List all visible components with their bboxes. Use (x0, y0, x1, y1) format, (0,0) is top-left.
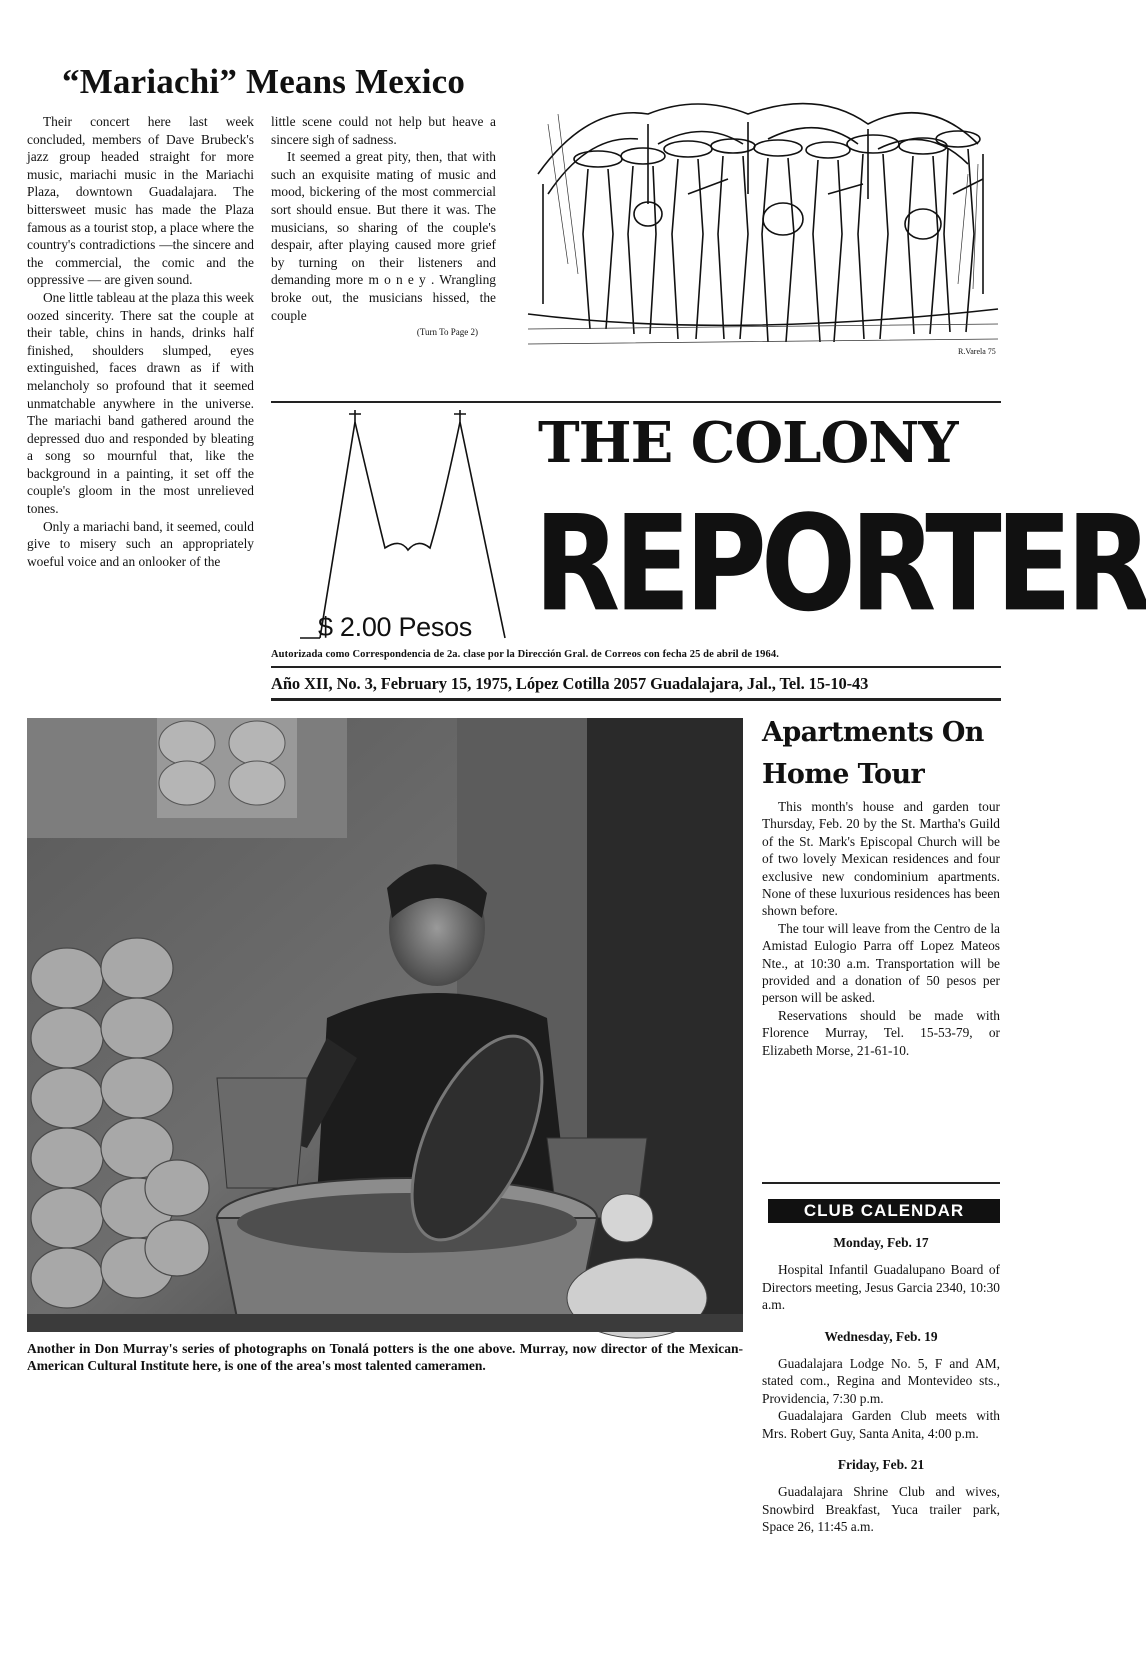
article-paragraph: Their concert here last week concluded, members of Dave Brubeck's jazz group headed straight for more music, mariachi music in the Mariachi Plaza, downtown Guadalajara. The bittersweet music has made the Plaza famous as a tourist stop, a place where the country's contradictions —the sincere and the commercial, the comic and the oppressive — are given sound. (27, 114, 254, 288)
cathedral-spires-logo (300, 408, 550, 638)
potter-photograph (27, 718, 743, 1332)
issue-dateline: Año XII, No. 3, February 15, 1975, López Cotilla 2057 Guadalajara, Jal., Tel. 15-10-43 (271, 674, 869, 693)
calendar-rule (762, 1182, 1000, 1184)
calendar-day-heading: Friday, Feb. 21 (837, 1457, 925, 1473)
article-paragraph: The tour will leave from the Centro de la Amistad Eulogio Parra off Lopez Mateos Nte., at 10:30 a.m. Transportation will be provided and a donation of 50 pesos per person will be asked. (762, 920, 1000, 1006)
masthead-rule (271, 666, 1001, 668)
masthead-rule (271, 401, 1001, 403)
calendar-entry: Hospital Infantil Guadalupano Board of Directors meeting, Jesus Garcia 2340, 10:30 a.m. (762, 1262, 1000, 1313)
article-paragraph: This month's house and garden tour Thursday, Feb. 20 by the St. Martha's Guild of the St. Mark's Episcopal Church will be of two lovely Mexican residences and four exclusive new condominium apartments. None of these luxurious residences has been shown before. (762, 799, 1000, 919)
masthead-title-line-2: REPORTER (534, 487, 1146, 642)
mariachi-column-1 (27, 113, 254, 570)
article-paragraph: Reservations should be made with Florence Murray, Tel. 15-53-79, or Elizabeth Morse, 21-61-10. (762, 1007, 1000, 1058)
calendar-entry: Guadalajara Lodge No. 5, F and AM, stated com., Regina and Montevideo sts., Providencia, 7:30 p.m. (762, 1356, 1000, 1406)
masthead-title-line-1: THE COLONY (538, 410, 958, 476)
club-calendar-banner: CLUB CALENDAR (768, 1199, 1000, 1223)
photo-caption: Another in Don Murray's series of photographs on Tonalá potters is the one above. Murray, now director of the Mexican-American Cultural Institute here, is one of the area's most talented cameramen. (27, 1341, 743, 1373)
apartments-headline: Apartments On Home Tour (762, 717, 984, 790)
article-paragraph: One little tableau at the plaza this week oozed sincerity. There sat the couple at their table, chins in hands, drinks half finished, shoulders slumped, eyes extinguished, faces drawn as if with melancholy so profound that it seemed unmatchable anywhere in the universe. The mariachi band gathered around the depressed duo and responded by bleating a song so mournful that, like the background in a painting, it set off the couple's gloom in the most unrelieved tones. (27, 289, 254, 517)
turn-to-page-note: (Turn To Page 2) (416, 327, 478, 338)
apartments-body (762, 798, 1000, 1059)
mariachi-band-illustration (528, 84, 998, 374)
illustration-signature: R.Varela 75 (958, 347, 996, 356)
mariachi-headline: “Mariachi” Means Mexico (62, 62, 466, 101)
article-paragraph: little scene could not help but heave a sincere sigh of sadness. (271, 114, 496, 147)
club-calendar (762, 1230, 1000, 1536)
article-paragraph: Only a mariachi band, it seemed, could give to misery such an appropriately woeful voice and an onlooker of the (27, 518, 254, 569)
calendar-day-heading: Wednesday, Feb. 19 (824, 1328, 938, 1344)
postal-authorization: Autorizada como Correspondencia de 2a. clase por la Dirección Gral. de Correos con fecha 25 de abril de 1964. (271, 649, 779, 660)
masthead-rule (271, 698, 1001, 701)
price-label: $ 2.00 Pesos (318, 612, 473, 642)
calendar-day-heading: Monday, Feb. 17 (833, 1235, 929, 1250)
article-paragraph: It seemed a great pity, then, that with such an exquisite mating of music and mood, bickering of the most commercial sort should ensue. But there it was. The musicians, so sharing of the couple's despair, after playing caused more grief by turning on their listeners and demanding more m o n e y . Wrangling broke out, the musicians hissed, the couple (271, 149, 496, 323)
mariachi-column-2 (271, 113, 496, 338)
calendar-entry: Guadalajara Garden Club meets with Mrs. Robert Guy, Santa Anita, 4:00 p.m. (762, 1408, 1000, 1441)
calendar-entry: Guadalajara Shrine Club and wives, Snowbird Breakfast, Yuca trailer park, Space 26, 11:45 a.m. (762, 1484, 1000, 1535)
